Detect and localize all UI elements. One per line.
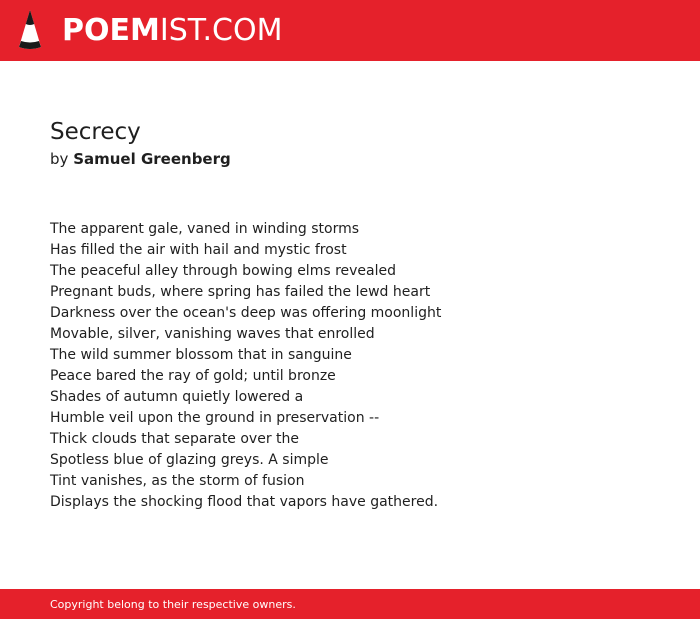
pencil-tip-icon[interactable] — [17, 9, 43, 51]
poem-line: Shades of autumn quietly lowered a — [50, 389, 304, 405]
poem-line: Displays the shocking flood that vapors have gathered. — [50, 494, 439, 510]
site-logo-text[interactable] — [62, 13, 282, 49]
poem-line: Peace bared the ray of gold; until bronze — [50, 368, 336, 384]
poem-line: Has filled the air with hail and mystic frost — [50, 242, 347, 258]
site-header — [0, 0, 700, 61]
brand-light: IST.COM — [159, 13, 283, 48]
poem-line: Humble veil upon the ground in preservation -- — [50, 410, 380, 426]
author-name: Samuel Greenberg — [73, 150, 231, 168]
poem-line: Darkness over the ocean's deep was offering moonlight — [50, 305, 442, 321]
poem-line: Spotless blue of glazing greys. A simple — [50, 452, 329, 468]
poem-body — [50, 219, 670, 513]
poem-line: The wild summer blossom that in sanguine — [50, 347, 352, 363]
brand-bold: POEM — [62, 13, 160, 48]
site-footer — [0, 589, 700, 619]
poem-line: Movable, silver, vanishing waves that enrolled — [50, 326, 375, 342]
poem-line: The peaceful alley through bowing elms revealed — [50, 263, 397, 279]
copyright-notice: Copyright belong to their respective owners. — [50, 598, 296, 611]
poem-line: Pregnant buds, where spring has failed the lewd heart — [50, 284, 431, 300]
poem-line: The apparent gale, vaned in winding storms — [50, 221, 360, 237]
poem-title: Secrecy — [50, 119, 141, 145]
poem-line: Thick clouds that separate over the — [50, 431, 300, 447]
byline — [50, 149, 231, 169]
poem-line: Tint vanishes, as the storm of fusion — [50, 473, 305, 489]
byline-prefix: by — [50, 150, 69, 168]
